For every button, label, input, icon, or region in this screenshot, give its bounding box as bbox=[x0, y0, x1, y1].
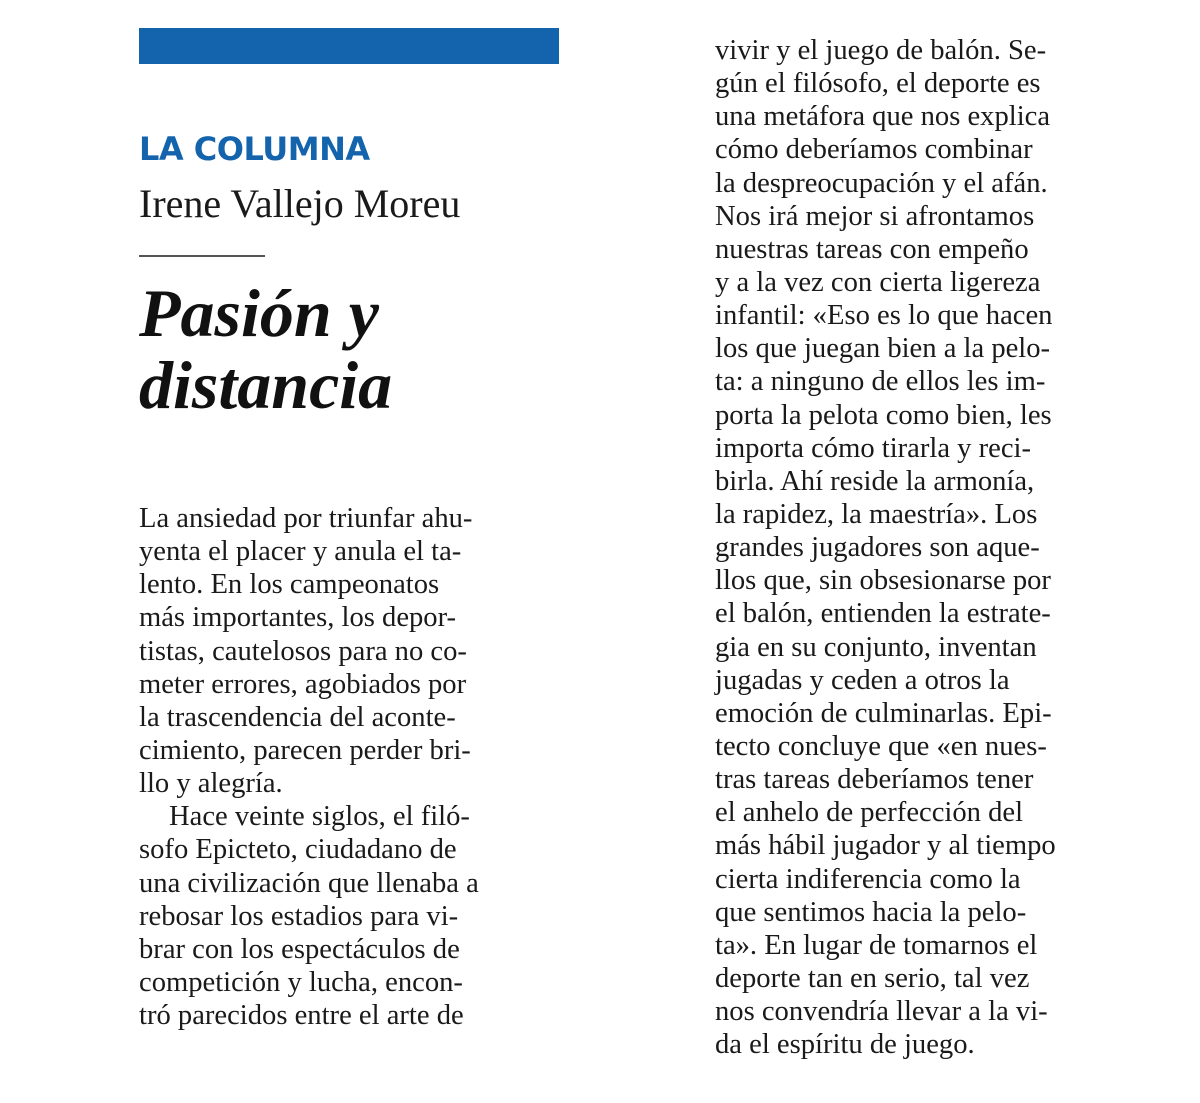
article-text-line: llo y alegría. bbox=[139, 768, 283, 800]
headline-line: distancia bbox=[139, 347, 393, 423]
article-text-line: infantil: «Eso es lo que hacen bbox=[715, 300, 1053, 332]
article-text-line: llos que, sin obsesionarse por bbox=[715, 565, 1051, 597]
article-text-line: nuestras tareas con empeño bbox=[715, 233, 1029, 265]
article-column-left bbox=[139, 502, 554, 1032]
article-column-right bbox=[715, 34, 1105, 1061]
article-text-line: cierta indiferencia como la bbox=[715, 863, 1021, 895]
header-divider bbox=[139, 255, 265, 257]
article-text-line: más hábil jugador y al tiempo bbox=[715, 830, 1056, 862]
article-text-line: cómo deberíamos combinar bbox=[715, 134, 1033, 166]
article-text-line: porta la pelota como bien, les bbox=[715, 399, 1052, 431]
article-text-line: vivir y el juego de balón. Se- bbox=[715, 35, 1047, 66]
article-text-line: yenta el placer y anula el ta- bbox=[139, 536, 462, 568]
article-text-line: rebosar los estadios para vi- bbox=[139, 900, 459, 932]
article-text-line: jugadas y ceden a otros la bbox=[715, 664, 1010, 696]
article-text-line: ta». En lugar de tomarnos el bbox=[715, 929, 1038, 961]
article-text-line: tró parecidos entre el arte de bbox=[139, 1000, 464, 1032]
article-text-line: nos convendría llevar a la vi- bbox=[715, 996, 1048, 1028]
article-text-line: la trascendencia del aconte- bbox=[139, 701, 456, 733]
article-text-line: sofo Epicteto, ciudadano de bbox=[139, 834, 457, 866]
article-text-line: ta: a ninguno de ellos les im- bbox=[715, 366, 1046, 398]
article-text-line: cimiento, parecen perder bri- bbox=[139, 734, 471, 766]
article-text-line: meter errores, agobiados por bbox=[139, 668, 467, 700]
article-text-line: una metáfora que nos explica bbox=[715, 101, 1051, 133]
section-label: LA COLUMNA bbox=[139, 130, 370, 168]
article-text-line: tecto concluye que «en nues- bbox=[715, 730, 1047, 762]
article-text-line: el balón, entienden la estrate- bbox=[715, 598, 1051, 630]
article-text-line: que sentimos hacia la pelo- bbox=[715, 896, 1027, 928]
article-text-line: Hace veinte siglos, el filó- bbox=[169, 801, 470, 833]
article-text-line: birla. Ahí reside la armonía, bbox=[715, 465, 1035, 497]
article-text-line: tistas, cautelosos para no co- bbox=[139, 635, 467, 667]
article-text-line: La ansiedad por triunfar ahu- bbox=[139, 503, 473, 534]
article-text-line: da el espíritu de juego. bbox=[715, 1029, 975, 1061]
article-text-line: lento. En los campeonatos bbox=[139, 569, 440, 601]
article-text-line: Nos irá mejor si afrontamos bbox=[715, 200, 1035, 232]
author-name: Irene Vallejo Moreu bbox=[139, 181, 461, 226]
article-text-line: importa cómo tirarla y reci- bbox=[715, 432, 1031, 464]
headline bbox=[139, 277, 392, 421]
section-color-bar bbox=[139, 28, 559, 64]
article-text-line: la despreocupación y el afán. bbox=[715, 167, 1048, 199]
headline-line: Pasión y bbox=[139, 275, 379, 351]
article-text-line: tras tareas deberíamos tener bbox=[715, 764, 1034, 796]
article-text-line: una civilización que llenaba a bbox=[139, 867, 479, 899]
article-text-line: grandes jugadores son aque- bbox=[715, 532, 1040, 564]
article-text-line: emoción de culminarlas. Epi- bbox=[715, 697, 1052, 729]
article-text-line: y a la vez con cierta ligereza bbox=[715, 266, 1041, 298]
article-text-line: competición y lucha, encon- bbox=[139, 966, 463, 998]
article-text-line: el anhelo de perfección del bbox=[715, 797, 1024, 829]
article-text-line: los que juegan bien a la pelo- bbox=[715, 333, 1051, 365]
article-text-line: más importantes, los depor- bbox=[139, 602, 457, 634]
article-text-line: gún el filósofo, el deporte es bbox=[715, 68, 1041, 100]
article-text-line: brar con los espectáculos de bbox=[139, 933, 460, 965]
article-text-line: gia en su conjunto, inventan bbox=[715, 631, 1037, 663]
article-text-line: la rapidez, la maestría». Los bbox=[715, 498, 1038, 530]
article-text-line: deporte tan en serio, tal vez bbox=[715, 962, 1030, 994]
